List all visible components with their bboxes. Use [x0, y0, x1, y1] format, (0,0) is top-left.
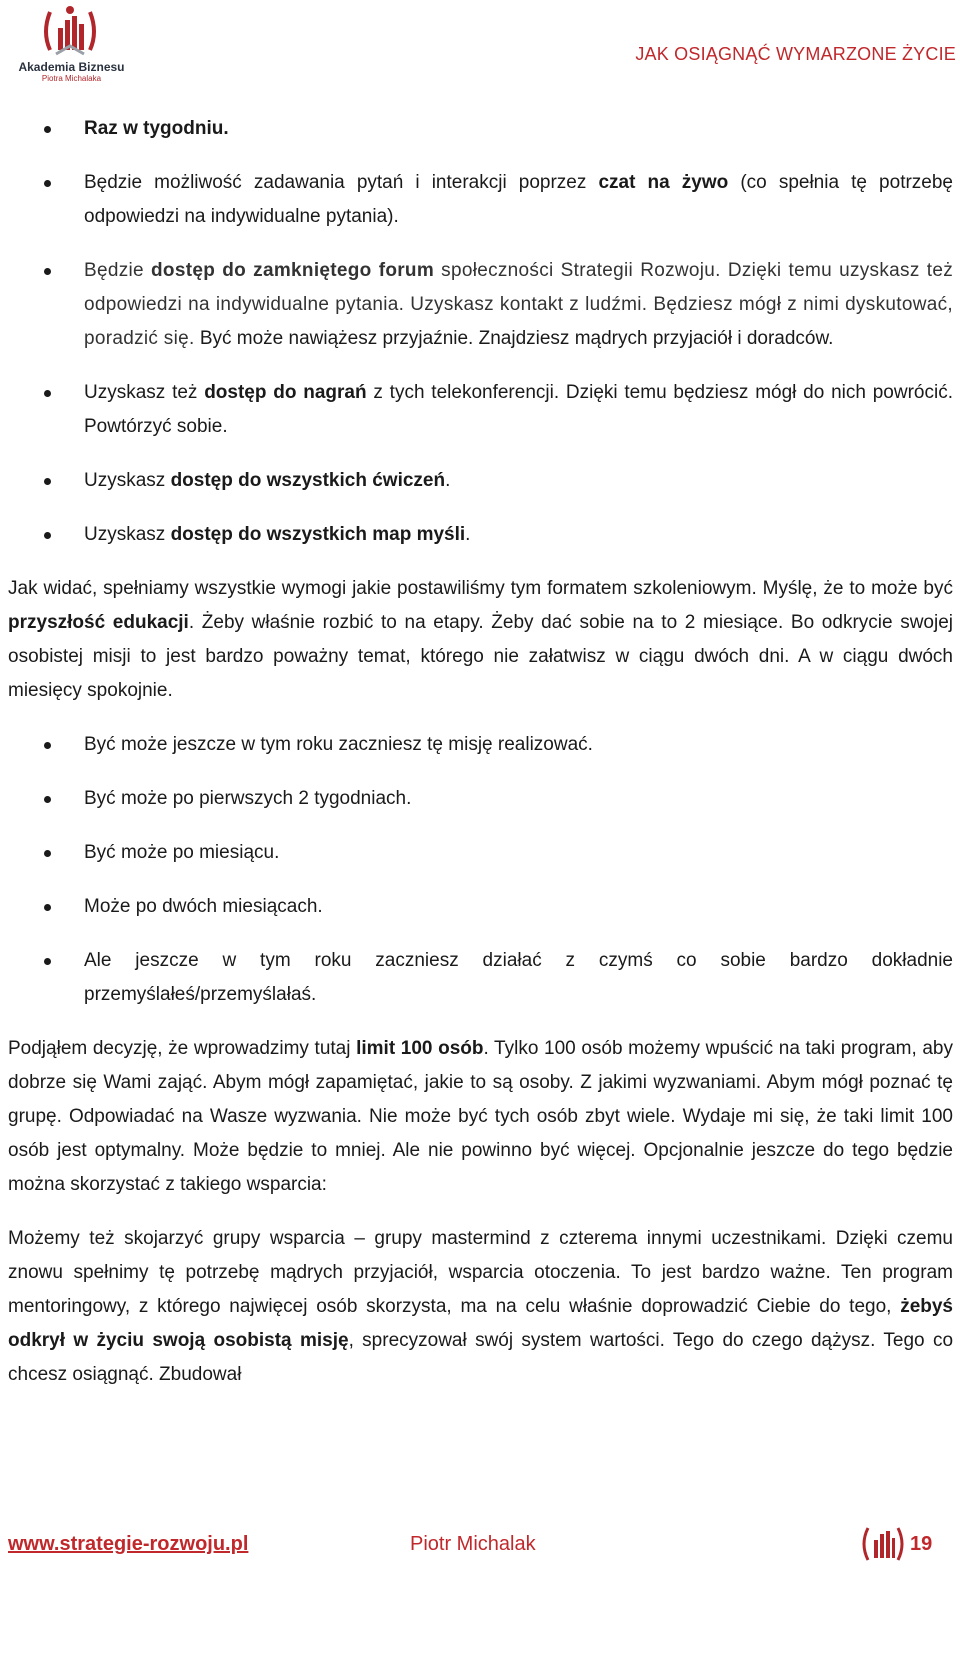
text: Możemy też skojarzyć grupy wsparcia – grupy mastermind z czterema innymi uczestnikami. Dzięki czemu znowu spełnimy tę potrzebę mądrych przyjaciół, wsparcia otoczenia. To jest bardzo ważne. Ten program mentoringowy, z którego najwięcej osób skorzysta, ma na celu właśnie doprowadzić Ciebie do tego,	[8, 1228, 953, 1317]
bold-text: dostęp do zamkniętego forum	[151, 260, 435, 281]
text: społeczności Strategii Rozwoju. Dzięki temu uzyskasz też odpowiedzi na indywidualne pytania. Uzyskasz kontakt z ludźmi. Będziesz mógł z nimi dyskutować, poradzić się.	[84, 260, 954, 349]
text: Podjąłem decyzję, że wprowadzimy tutaj	[8, 1038, 357, 1059]
text: .	[445, 470, 451, 491]
bullet-list-1	[8, 112, 953, 552]
paragraph	[8, 1032, 953, 1202]
page-content	[8, 112, 953, 1412]
list-item	[8, 944, 953, 1012]
text: Uzyskasz też	[84, 382, 205, 403]
text: Być może nawiążesz przyjaźnie. Znajdziesz mądrych przyjaciół i doradców.	[194, 328, 834, 349]
bold-text: przyszłość edukacji	[8, 612, 189, 633]
bullet-icon	[44, 478, 51, 485]
bullet-icon	[44, 742, 51, 749]
laurel-logo-icon	[860, 1520, 906, 1566]
bold-text: dostęp do wszystkich map myśli	[170, 524, 466, 545]
page-footer	[0, 1520, 960, 1580]
text: Uzyskasz	[84, 470, 171, 491]
page-number: 19	[910, 1533, 933, 1555]
bullet-icon	[44, 850, 51, 857]
logo-subtitle: Piotra Michalaka	[41, 74, 102, 83]
bullet-icon	[44, 958, 51, 965]
text: Będzie	[84, 260, 152, 281]
text: Może po dwóch miesiącach.	[84, 896, 323, 917]
text: Uzyskasz	[84, 524, 171, 545]
list-item	[8, 728, 953, 762]
list-item	[8, 376, 953, 444]
running-title: JAK OSIĄGNĄĆ WYMARZONE ŻYCIE	[635, 44, 956, 64]
text: Ale jeszcze w tym roku zaczniesz działać z czymś co sobie bardzo dokładnie przemyślałeś/przemyślałaś.	[84, 950, 953, 1005]
bold-text: dostęp do nagrań	[204, 382, 367, 403]
website-link[interactable]: www.strategie-rozwoju.pl	[8, 1533, 249, 1555]
text: z tych telekonferencji. Dzięki temu będziesz mógł do nich powrócić. Powtórzyć sobie.	[84, 382, 953, 437]
bold-text: dostęp do wszystkich ćwiczeń	[170, 470, 446, 491]
bullet-icon	[44, 268, 51, 275]
paragraph	[8, 572, 953, 708]
bullet-icon	[44, 390, 51, 397]
text: Być może po pierwszych 2 tygodniach.	[84, 788, 412, 809]
list-item	[8, 518, 953, 552]
logo-title: Akademia Biznesu	[18, 60, 125, 74]
text: (co spełnia tę potrzebę odpowiedzi na indywidualne pytania).	[84, 172, 954, 227]
bold-text: Raz w tygodniu.	[84, 118, 229, 139]
bullet-icon	[44, 904, 51, 911]
laurel-logo-icon	[40, 2, 100, 60]
list-item	[8, 782, 953, 816]
bullet-list-2	[8, 728, 953, 1012]
paragraph	[8, 1222, 953, 1392]
text: . Tylko 100 osób możemy wpuścić na taki program, aby dobrze się Wami zająć. Abym mógł zapamiętać, jakie to są osoby. Z jakimi wyzwaniami. Abym mógł poznać tę grupę. Odpowiadać na Wasze wyzwania. Nie może być tych osób zbyt wiele. Wydaje mi się, że taki limit 100 osób jest optymalny. Może będzie to mniej. Ale nie powinno być więcej. Opcjonalnie jeszcze do tego będzie można skorzystać z takiego wsparcia:	[8, 1038, 953, 1195]
bullet-icon	[44, 532, 51, 539]
list-item	[8, 464, 953, 498]
bold-text: czat na żywo	[598, 172, 729, 193]
page-header	[0, 0, 960, 90]
bullet-icon	[44, 796, 51, 803]
list-item	[8, 254, 953, 356]
text: . Żeby właśnie rozbić to na etapy. Żeby dać sobie na to 2 miesiące. Bo odkrycie swojej osobistej misji to jest bardzo poważny temat, którego nie załatwisz w ciągu dwóch dni. A w ciągu dwóch miesięcy spokojnie.	[8, 612, 954, 701]
text: Być może jeszcze w tym roku zaczniesz tę misję realizować.	[84, 734, 593, 755]
bold-text: limit 100 osób	[356, 1038, 484, 1059]
text: Być może po miesiącu.	[84, 842, 280, 863]
text: .	[465, 524, 471, 545]
list-item	[8, 112, 953, 146]
list-item	[8, 836, 953, 870]
list-item	[8, 166, 953, 234]
bullet-icon	[44, 126, 51, 133]
text: Jak widać, spełniamy wszystkie wymogi jakie postawiliśmy tym formatem szkoleniowym. Myślę, że to może być	[8, 578, 953, 599]
text: , sprecyzował swój system wartości. Tego do czego dążysz. Tego co chcesz osiągnąć. Zbudował	[8, 1330, 954, 1385]
bold-text: żebyś odkrył w życiu swoją osobistą misję	[8, 1296, 953, 1351]
bullet-icon	[44, 180, 51, 187]
text: Będzie możliwość zadawania pytań i interakcji poprzez	[84, 172, 599, 193]
akademia-biznesu-logo	[4, 2, 134, 86]
list-item	[8, 890, 953, 924]
footer-author: Piotr Michalak	[410, 1533, 536, 1555]
